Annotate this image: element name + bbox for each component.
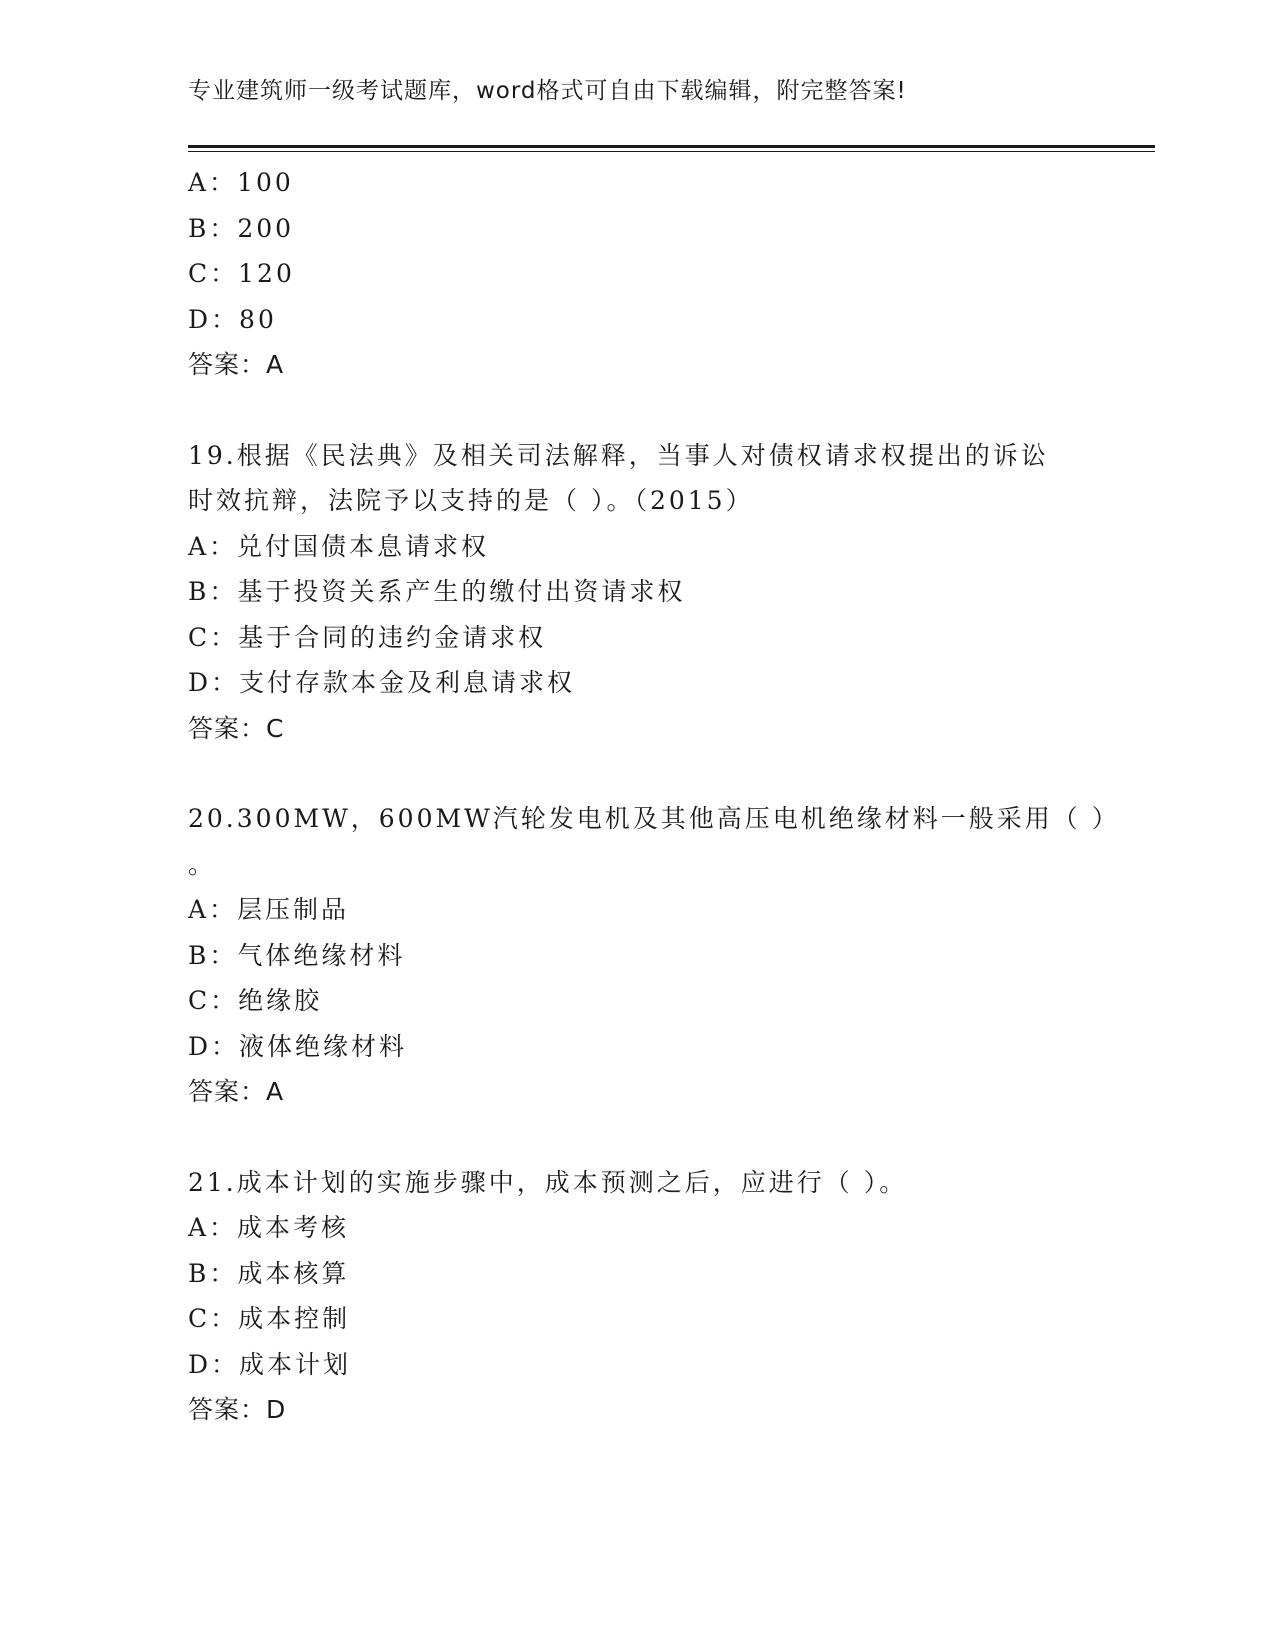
option-a: A：兑付国债本息请求权 [188, 531, 490, 561]
header-rule-thin [188, 151, 1155, 152]
question-stem-line-2: 。 [188, 849, 217, 879]
question-21 [188, 1160, 1088, 1433]
question-stem-line-2: 时效抗辩，法院予以支持的是（ ）。（2015） [188, 486, 754, 515]
spacer [188, 1115, 1088, 1160]
option-b: B：200 [188, 213, 295, 243]
option-d: D：80 [188, 304, 277, 334]
option-b: B：气体绝缘材料 [188, 940, 406, 970]
option-b: B：成本核算 [188, 1258, 350, 1288]
option-c: C：成本控制 [188, 1304, 351, 1333]
option-b: B：基于投资关系产生的缴付出资请求权 [188, 577, 686, 606]
option-a: A：100 [188, 168, 294, 197]
option-d: D：成本计划 [188, 1349, 352, 1379]
option-a: A：成本考核 [188, 1213, 350, 1242]
question-20 [188, 796, 1120, 1115]
question-18 [188, 160, 1088, 388]
answer: 答案：A [188, 1077, 285, 1106]
question-19 [188, 433, 1088, 752]
question-list [188, 160, 1120, 1433]
answer: 答案：D [188, 1395, 287, 1424]
option-a: A：层压制品 [188, 895, 350, 924]
spacer [188, 751, 1088, 796]
option-d: D：液体绝缘材料 [188, 1031, 408, 1061]
header-rule-thick [188, 145, 1155, 148]
option-d: D：支付存款本金及利息请求权 [188, 668, 576, 697]
answer: 答案：A [188, 350, 285, 379]
option-c: C：绝缘胶 [188, 986, 323, 1015]
question-stem-line-1: 21.成本计划的实施步骤中，成本预测之后，应进行（ ）。 [188, 1167, 908, 1197]
spacer [188, 388, 1088, 433]
option-c: C：120 [188, 259, 295, 288]
option-c: C：基于合同的违约金请求权 [188, 622, 547, 652]
question-stem-line-1: 19.根据《民法典》及相关司法解释，当事人对债权请求权提出的诉讼 [188, 440, 1049, 470]
page-header: 专业建筑师一级考试题库，word格式可自由下载编辑，附完整答案! [188, 78, 907, 104]
question-stem-line-1: 20.300MW，600MW汽轮发电机及其他高压电机绝缘材料一般采用（ ） [188, 804, 1120, 833]
answer: 答案：C [188, 713, 285, 743]
